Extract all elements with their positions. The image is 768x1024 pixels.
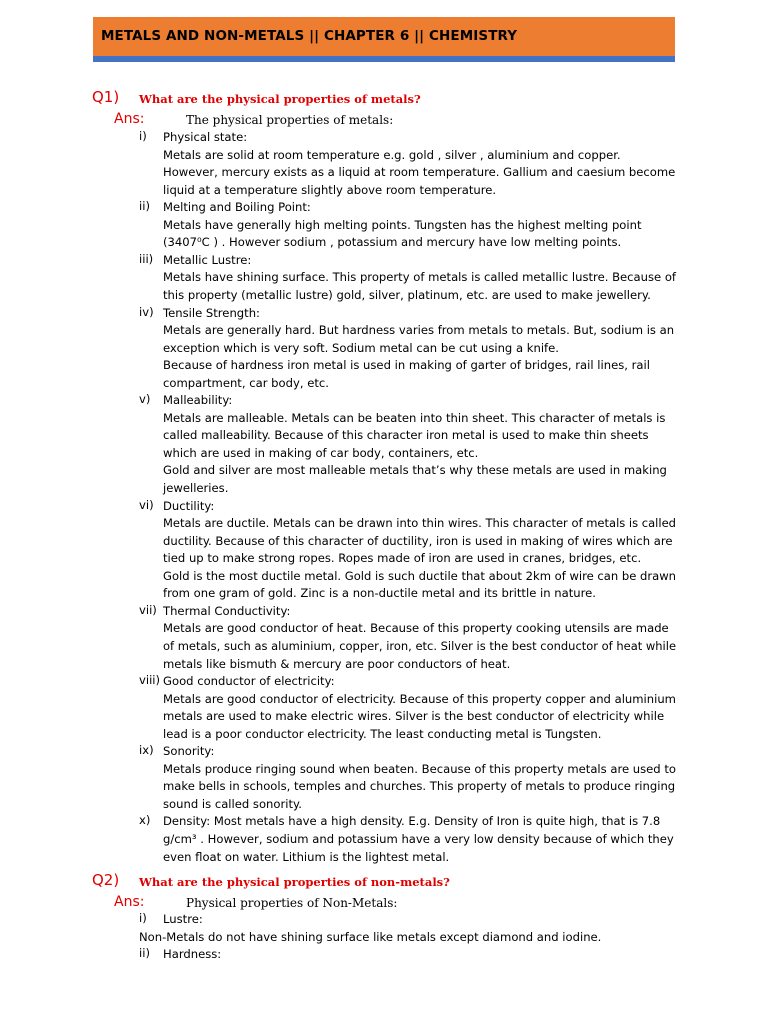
list-item-number: v): [139, 392, 151, 407]
list-item-heading: Tensile Strength:: [163, 305, 260, 320]
list-item-number: iii): [139, 251, 154, 266]
q1-answer-label: Ans:: [114, 111, 145, 127]
list-item-text: this property (metallic lustre) gold, silver, platinum, etc. are used to make jewellery.: [163, 287, 651, 302]
list-item-text: Non-Metals do not have shining surface like metals except diamond and iodine.: [139, 929, 602, 944]
list-item-number: ii): [139, 946, 150, 960]
list-item-text: from one gram of gold. Zinc is a non-ductile metal and its brittle in nature.: [163, 586, 596, 601]
list-item-text: make bells in schools, temples and churches. This property of metals to produce ringing: [163, 779, 676, 794]
list-item-text: tied up to make strong ropes. Ropes made of iron are used in cranes, bridges, etc.: [163, 551, 642, 566]
list-item-heading: Physical state:: [163, 130, 248, 144]
list-item-heading: Hardness:: [163, 947, 222, 961]
list-item-number: x): [139, 813, 151, 828]
list-item-text: jewelleries.: [163, 481, 229, 495]
q2-answer-intro: Physical properties of Non-Metals:: [186, 896, 398, 910]
q2-question: What are the physical properties of non-metals?: [139, 875, 450, 889]
list-item-heading: Metallic Lustre:: [163, 252, 252, 267]
list-item-text: Metals are good conductor of electricity. Because of this property copper and aluminium: [163, 691, 676, 706]
list-item-number: viii): [139, 673, 161, 688]
list-item-number: vi): [139, 497, 154, 512]
chapter-header-bar: [93, 17, 675, 56]
list-item-text: metals like bismuth & mercury are poor conductors of heat.: [163, 656, 511, 671]
list-item-number: i): [139, 129, 147, 143]
list-item-heading: Malleability:: [163, 393, 233, 408]
chapter-header-title: METALS AND NON-METALS || CHAPTER 6 || CHEMISTRY: [101, 28, 518, 44]
q2-answer-label: Ans:: [114, 894, 145, 910]
list-item-text: Metals are malleable. Metals can be beaten into thin sheet. This character of metals is: [163, 410, 666, 425]
list-item-text: metals are used to make electric wires. Silver is the best conductor of electricity while: [163, 709, 665, 724]
list-item-heading: Good conductor of electricity:: [163, 674, 335, 689]
list-item-text: Metals produce ringing sound when beaten. Because of this property metals are used to: [163, 761, 676, 776]
list-item-text: (3407⁰C ) . However sodium , potassium and mercury have low melting points.: [163, 235, 622, 250]
list-item-number: iv): [139, 304, 154, 319]
list-item-text: Metals are generally hard. But hardness varies from metals to metals. But, sodium is an: [163, 323, 675, 338]
list-item-text: Metals are good conductor of heat. Because of this property cooking utensils are made: [163, 621, 669, 636]
list-item-text: even float on water. Lithium is the lightest metal.: [163, 849, 450, 864]
list-item-text: Metals have generally high melting points. Tungsten has the highest melting point: [163, 217, 642, 232]
q2-label: Q2): [92, 871, 120, 889]
list-item-text: lead is a poor conductor electricity. The least conducting metal is Tungsten.: [163, 726, 602, 741]
list-item-heading: Melting and Boiling Point:: [163, 200, 311, 215]
list-item-text: exception which is very soft. Sodium metal can be cut using a knife.: [163, 340, 559, 355]
list-item-text: Gold is the most ductile metal. Gold is such ductile that about 2km of wire can be drawn: [163, 568, 676, 583]
list-item-text: of metals, such as aluminium, copper, iron, etc. Silver is the best conductor of heat while: [163, 638, 677, 653]
header-underline-rule: [93, 56, 675, 62]
list-item-text: Because of hardness iron metal is used in making of garter of bridges, rail lines, rail: [163, 358, 650, 373]
q1-question: What are the physical properties of metals?: [139, 92, 421, 106]
list-item-heading: Lustre:: [163, 912, 203, 926]
list-item-heading: Ductility:: [163, 498, 215, 513]
list-item-text: compartment, car body, etc.: [163, 375, 329, 390]
list-item-number: vii): [139, 602, 157, 617]
list-item-heading: Thermal Conductivity:: [163, 603, 291, 618]
list-item-heading: Density: Most metals have a high density. E.g. Density of Iron is quite high, that is 7.8: [163, 814, 661, 829]
list-item-number: ix): [139, 743, 154, 758]
list-item-number: ii): [139, 199, 150, 214]
list-item-text: called malleability. Because of this character iron metal is used to make thin sheets: [163, 428, 649, 443]
q1-answer-intro: The physical properties of metals:: [186, 113, 394, 127]
q1-label: Q1): [92, 88, 120, 106]
list-item-text: ductility. Because of this character of ductility, iron is used in making of wires which are: [163, 533, 673, 548]
list-item-text: sound is called sonority.: [163, 796, 302, 811]
list-item-text: Metals are ductile. Metals can be drawn into thin wires. This character of metals is called: [163, 516, 676, 531]
list-item-heading: Sonority:: [163, 744, 215, 759]
list-item-number: i): [139, 911, 147, 925]
list-item-text: g/cm³ . However, sodium and potassium have a very low density because of which they: [163, 832, 674, 846]
list-item-text: However, mercury exists as a liquid at room temperature. Gallium and caesium become: [163, 165, 676, 180]
list-item-text: Metals are solid at room temperature e.g. gold , silver , aluminium and copper.: [163, 147, 621, 162]
list-item-text: which are used in making of car body, containers, etc.: [163, 445, 479, 460]
list-item-text: Gold and silver are most malleable metals that’s why these metals are used in making: [163, 463, 667, 478]
list-item-text: liquid at a temperature slightly above room temperature.: [163, 182, 497, 197]
list-item-text: Metals have shining surface. This property of metals is called metallic lustre. Because of: [163, 270, 676, 285]
